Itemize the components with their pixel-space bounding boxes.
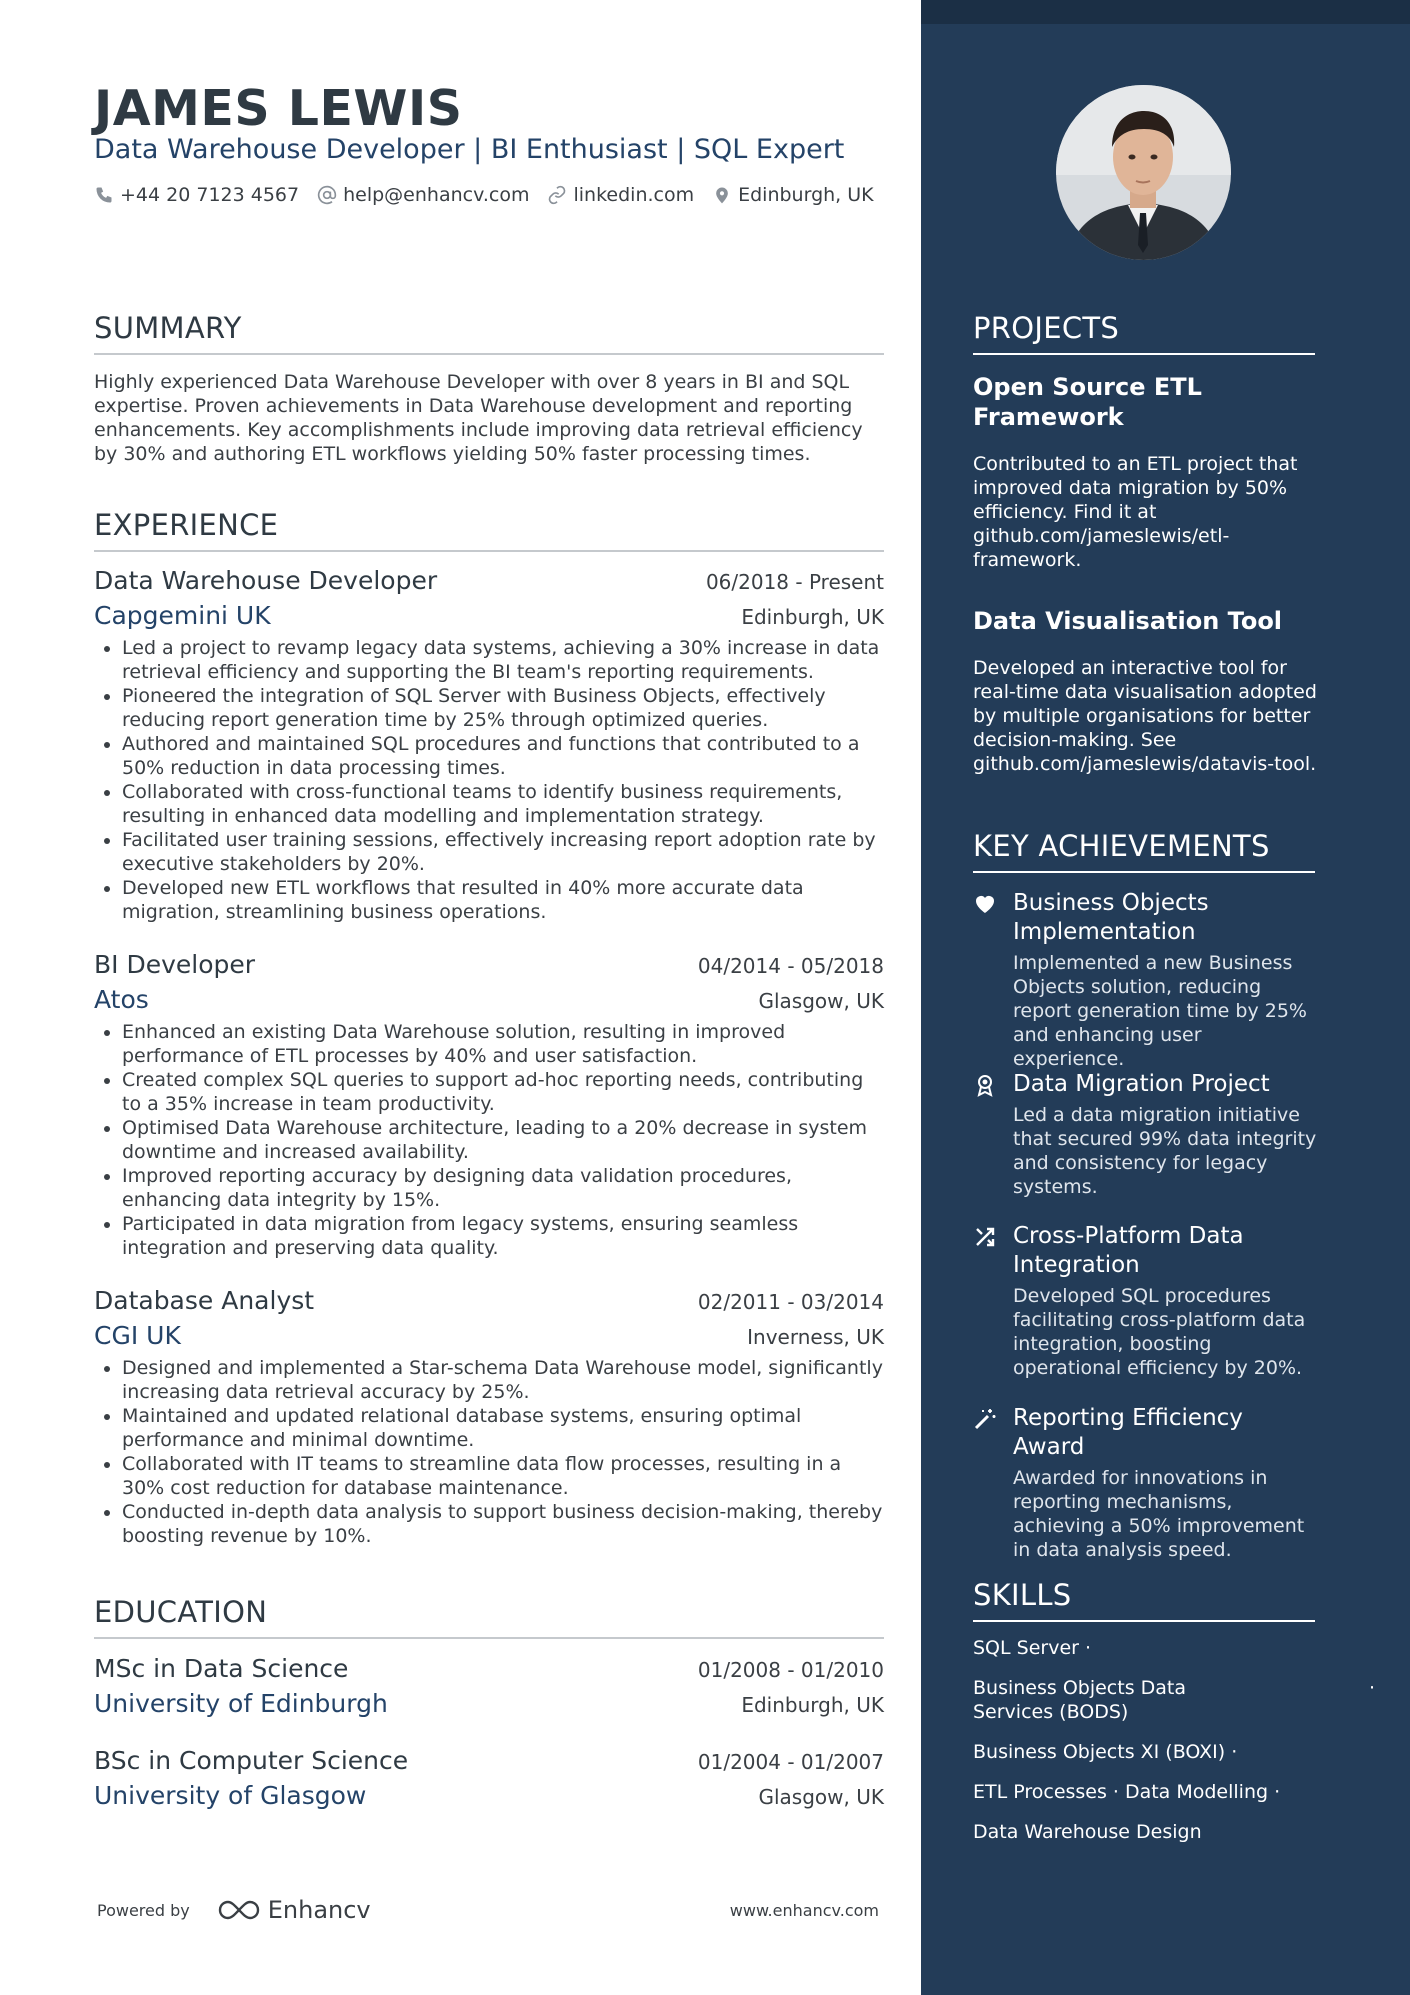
powered-by-label: Powered by — [97, 1900, 190, 1920]
summary-text: Highly experienced Data Warehouse Developer with over 8 years in BI and SQL expertise. Proven achievements in Data Warehouse development and reporting enhancements. Key accomplishments include improving data retrieval efficiency by 30% and authoring ETL workflows yielding 50% faster processing times. — [94, 371, 863, 465]
skill-separator: · — [1231, 1741, 1238, 1763]
integration-icon — [973, 1225, 997, 1249]
job-dates: 06/2018 - Present — [705, 570, 884, 594]
skill-separator: · — [1369, 1677, 1376, 1699]
achievement-title: Reporting Efficiency Award — [1013, 1405, 1243, 1460]
contact-location — [712, 184, 874, 206]
avatar — [1056, 85, 1231, 260]
profile-photo — [1056, 85, 1231, 260]
education-heading: EDUCATION — [94, 1595, 884, 1639]
experience-heading: EXPERIENCE — [94, 508, 884, 552]
candidate-name: JAMES LEWIS — [94, 80, 463, 137]
at-icon — [317, 185, 337, 205]
job-bullet: • Pioneered the integration of SQL Server with Business Objects, effectively reducing report generation time by 25% through optimized queries. — [122, 684, 884, 732]
skill-separator: · — [1274, 1781, 1281, 1803]
company-name: Atos — [94, 985, 149, 1014]
job-title: Database Analyst — [94, 1286, 315, 1315]
company-name: CGI UK — [94, 1321, 181, 1350]
job-bullet: • Conducted in-depth data analysis to support business decision-making, thereby boosting revenue by 10%. — [122, 1500, 884, 1548]
project-item — [973, 372, 1318, 572]
company-name: Capgemini UK — [94, 601, 271, 630]
skill-row — [973, 1676, 1376, 1724]
achievement-item — [973, 1070, 1318, 1199]
linkedin-text: linkedin.com — [573, 184, 695, 206]
project-title: Data Visualisation Tool — [973, 607, 1283, 635]
enhancv-logo-icon — [216, 1898, 262, 1922]
location-pin-icon — [712, 185, 732, 205]
school-name: University of Glasgow — [94, 1781, 367, 1810]
achievement-description: Awarded for innovations in reporting mechanisms, achieving a 50% improvement in data analysis speed. — [1013, 1467, 1305, 1561]
job-bullets — [94, 636, 884, 924]
job-bullet: • Created complex SQL queries to support ad-hoc reporting needs, contributing to a 35% increase in team productivity. — [122, 1068, 884, 1116]
degree: BSc in Computer Science — [94, 1746, 409, 1775]
education-dates: 01/2004 - 01/2007 — [697, 1750, 884, 1774]
education-location: Edinburgh, UK — [741, 1693, 884, 1717]
job-bullet: • Authored and maintained SQL procedures and functions that contributed to a 50% reduction in data processing times. — [122, 732, 884, 780]
footer — [97, 1896, 879, 1924]
job-bullet: • Led a project to revamp legacy data systems, achieving a 30% increase in data retrieval efficiency and supporting the BI team's reporting requirements. — [122, 636, 884, 684]
job-entry — [94, 566, 884, 924]
job-bullet: • Developed new ETL workflows that resulted in 40% more accurate data migration, streamlining business operations. — [122, 876, 884, 924]
skill-tag: Data Modelling — [1124, 1781, 1269, 1803]
contact-phone[interactable] — [94, 184, 299, 206]
job-dates: 04/2014 - 05/2018 — [697, 954, 884, 978]
link-icon — [547, 185, 567, 205]
job-bullet: • Optimised Data Warehouse architecture, leading to a 20% decrease in system downtime and increased availability. — [122, 1116, 884, 1164]
job-location: Glasgow, UK — [758, 989, 884, 1013]
skill-row — [973, 1780, 1318, 1804]
achievement-description: Developed SQL procedures facilitating cross-platform data integration, boosting operational efficiency by 20%. — [1013, 1285, 1306, 1379]
contact-bar — [94, 184, 892, 206]
email-text: help@enhancv.com — [343, 184, 530, 206]
skill-row — [973, 1740, 1318, 1764]
brand-name: Enhancv — [267, 1896, 371, 1924]
headline: Data Warehouse Developer | BI Enthusiast | SQL Expert — [94, 134, 845, 165]
education-entry — [94, 1746, 884, 1810]
achievement-description: Led a data migration initiative that secured 99% data integrity and consistency for legacy systems. — [1013, 1104, 1317, 1198]
skill-tag: Business Objects XI (BOXI) — [973, 1741, 1226, 1763]
job-entry — [94, 950, 884, 1260]
skill-row — [973, 1636, 1318, 1660]
job-title: Data Warehouse Developer — [94, 566, 438, 595]
contact-linkedin[interactable] — [547, 184, 694, 206]
degree: MSc in Data Science — [94, 1654, 349, 1683]
job-dates: 02/2011 - 03/2014 — [697, 1290, 884, 1314]
job-bullet: • Participated in data migration from legacy systems, ensuring seamless integration and preserving data quality. — [122, 1212, 884, 1260]
job-bullet: • Maintained and updated relational database systems, ensuring optimal performance and minimal downtime. — [122, 1404, 884, 1452]
project-item — [973, 606, 1318, 776]
achievement-description: Implemented a new Business Objects solution, reducing report generation time by 25% and enhancing user experience. — [1013, 952, 1307, 1070]
contact-email[interactable] — [317, 184, 529, 206]
skill-tag: SQL Server — [973, 1637, 1079, 1659]
sidebar — [921, 0, 1410, 1995]
education-entry — [94, 1654, 884, 1718]
skill-separator: · — [1084, 1637, 1091, 1659]
magic-wand-icon — [973, 1407, 997, 1431]
job-bullet: • Collaborated with IT teams to streamline data flow processes, resulting in a 30% cost reduction for database maintenance. — [122, 1452, 884, 1500]
school-name: University of Edinburgh — [94, 1689, 388, 1718]
job-bullet: • Designed and implemented a Star-schema Data Warehouse model, significantly increasing data retrieval accuracy by 25%. — [122, 1356, 884, 1404]
phone-icon — [94, 185, 114, 205]
website-link[interactable]: www.enhancv.com — [729, 1900, 879, 1920]
achievement-title: Data Migration Project — [1013, 1071, 1270, 1097]
heart-icon — [973, 892, 997, 916]
skill-tag: Data Warehouse Design — [973, 1821, 1202, 1843]
job-bullets — [94, 1356, 884, 1548]
achievement-item — [973, 1222, 1318, 1380]
job-title: BI Developer — [94, 950, 256, 979]
job-bullet: • Collaborated with cross-functional teams to identify business requirements, resulting in enhanced data modelling and implementation strategy. — [122, 780, 884, 828]
job-bullet: • Improved reporting accuracy by designing data validation procedures, enhancing data integrity by 15%. — [122, 1164, 884, 1212]
education-dates: 01/2008 - 01/2010 — [697, 1658, 884, 1682]
skills-list — [973, 1636, 1376, 1860]
skill-tag: Business Objects Data Services (BODS) — [973, 1677, 1187, 1723]
education-location: Glasgow, UK — [758, 1785, 884, 1809]
job-bullet: • Facilitated user training sessions, effectively increasing report adoption rate by executive stakeholders by 20%. — [122, 828, 884, 876]
achievement-item — [973, 889, 1318, 1071]
achievements-heading: KEY ACHIEVEMENTS — [973, 829, 1315, 873]
achievement-item — [973, 1404, 1318, 1562]
achievement-title: Cross-Platform Data Integration — [1013, 1223, 1244, 1278]
project-title: Open Source ETL Framework — [973, 373, 1202, 431]
job-location: Inverness, UK — [747, 1325, 884, 1349]
job-bullets — [94, 1020, 884, 1260]
powered-by — [97, 1896, 371, 1924]
project-description: Developed an interactive tool for real-time data visualisation adopted by multiple organisations for better decision-making. See github.com/jameslewis/datavis-tool. — [973, 657, 1317, 775]
job-bullet: • Enhanced an existing Data Warehouse solution, resulting in improved performance of ETL processes by 40% and user satisfaction. — [122, 1020, 884, 1068]
sidebar-top-strip — [921, 0, 1410, 24]
brand-logo[interactable] — [216, 1896, 371, 1924]
project-description: Contributed to an ETL project that improved data migration by 50% efficiency. Find it at github.com/jameslewis/etl-framework. — [973, 453, 1298, 571]
skill-separator: · — [1112, 1781, 1119, 1803]
projects-heading: PROJECTS — [973, 311, 1315, 355]
skills-heading: SKILLS — [973, 1578, 1315, 1622]
achievement-title: Business Objects Implementation — [1013, 890, 1209, 945]
location-text: Edinburgh, UK — [738, 184, 874, 206]
phone-text: +44 20 7123 4567 — [120, 184, 300, 206]
skill-tag: ETL Processes — [973, 1781, 1107, 1803]
summary-heading: SUMMARY — [94, 311, 884, 355]
job-location: Edinburgh, UK — [741, 605, 884, 629]
job-entry — [94, 1286, 884, 1548]
skill-row — [973, 1820, 1318, 1844]
award-icon — [973, 1073, 997, 1097]
